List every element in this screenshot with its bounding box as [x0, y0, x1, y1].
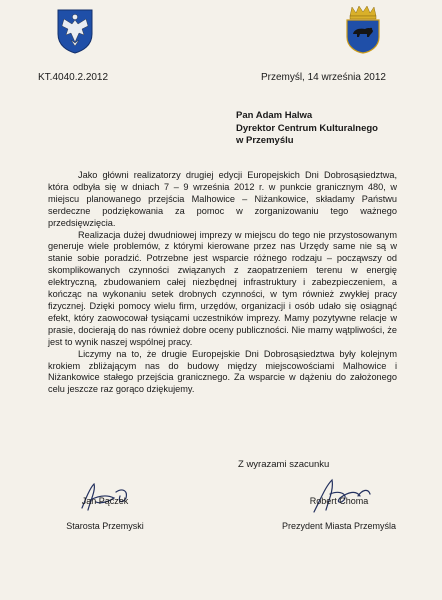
signatory-left-name: Jan Pączek — [81, 496, 129, 506]
signatory-left-role: Starosta Przemyski — [66, 521, 144, 531]
crowned-bear-crest-icon — [344, 4, 382, 54]
addressee-block — [236, 110, 378, 148]
signatory-right — [280, 496, 398, 531]
closing-phrase: Z wyrazami szacunku — [238, 459, 330, 470]
addressee-name: Pan Adam Halwa — [236, 110, 313, 121]
signatory-right-role: Prezydent Miasta Przemyśla — [281, 521, 397, 531]
body-paragraph-2: Realizacja dużej dwudniowej imprezy w miejscu do tego nie przystosowanym generuje wiele problemów, z którymi kierowane przez nas Urzędy same nie są w stanie sobie poradzić. Potrzebne jest wsparcie różnego rodzaju – począwszy od skomplikowanych czynności związanych z zaopatrzeniem terenu w energię elektryczną, zbudowaniem całej niezbędnej infrastruktury i zabezpieczeniem, a kończąc na wykonaniu setek drobnych czynności, w tym również zwykłej pracy fizycznej. Dzięki pomocy wielu firm, urzędów, organizacji i osób udało się osiągnąć efekt, który zaowocował tysiącami uczestników imprezy. Mamy pozytywne relacje w prasie, docierają do nas również dobre oceny publiczności. Nie mamy wątpliwości, że jest to wynik naszej wspólnej pracy. — [48, 229, 397, 347]
addressee-city: w Przemyślu — [236, 135, 294, 147]
reference-number: KT.4040.2.2012 — [38, 72, 109, 83]
signatory-right-name: Robert Choma — [309, 496, 369, 506]
place-date: Przemyśl, 14 września 2012 — [260, 72, 386, 83]
addressee-title: Dyrektor Centrum Kulturalnego — [236, 122, 378, 134]
signatory-left — [60, 496, 150, 531]
body-paragraph-1: Jako główni realizatorzy drugiej edycji Europejskich Dni Dobrosąsiedztwa, która odbyła się w dniach 7 – 9 września 2012 r. w punkcie granicznym 480, w miejscu planowanego przejścia Malhowice – Niżankowice, składamy Państwu serdeczne podziękowania za pomoc w zorganizowaniu tego ważnego przedsięwzięcia. — [48, 170, 397, 228]
letter-body — [48, 170, 397, 396]
eagle-crest-icon — [56, 8, 94, 54]
body-paragraph-3: Liczymy na to, że drugie Europejskie Dni Dobrosąsiedztwa były kolejnym krokiem zbliżającym nas do budowy między miejscowościami Malhowice i Niżankowice stałego przejścia granicznego. Za wsparcie w dążeniu do założonego celu jeszcze raz gorąco dziękujemy. — [48, 348, 397, 395]
